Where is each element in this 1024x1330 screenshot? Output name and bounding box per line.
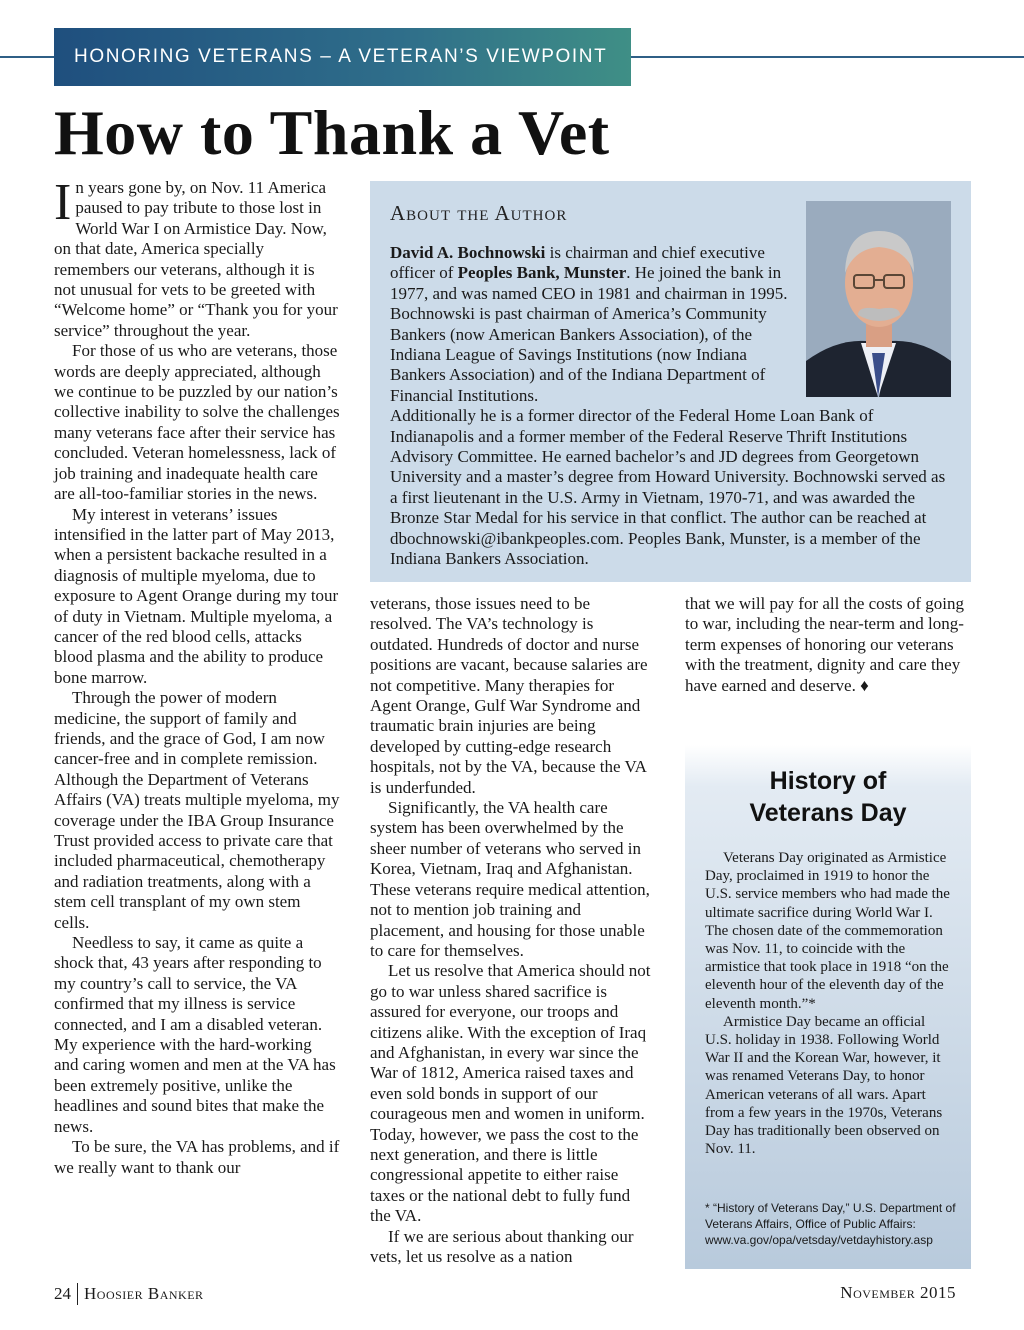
history-sidebar-title <box>685 765 971 829</box>
article-paragraph-text: n years gone by, on Nov. 11 America paused to pay tribute to those lost in World War I on Armistice Day. Now, on that date, America specially remembers our veterans, although it is not unusual for vets to be greeted with “Welcome home” or “Thank you for your service” throughout the year. <box>54 178 338 340</box>
article-paragraph <box>685 594 971 696</box>
history-footnote: * “History of Veterans Day,” U.S. Department of Veterans Affairs, Office of Public Affairs: www.va.gov/opa/vetsday/vetdayhistory.asp <box>705 1201 956 1247</box>
article-paragraph: Significantly, the VA health care system has been overwhelmed by the sheer number of veterans who served in Korea, Vietnam, Iraq and Afghanistan. These veterans require medical attention, not to mention job training and placement, and housing for those unable to care for themselves. <box>370 798 650 960</box>
section-banner-text: HONORING VETERANS – A VETERAN’S VIEWPOINT <box>74 46 608 67</box>
article-paragraph: Needless to say, it came as quite a shock that, 43 years after responding to my country’s call to service, the VA confirmed that my illness is service connected, and I am a disabled veteran. My experience with the hard-working and caring women and men at the VA has been extremely positive, unlike the headlines and sound bites that make the news. <box>54 933 336 1136</box>
section-banner <box>54 28 631 86</box>
publication-name: Hoosier Banker <box>84 1284 204 1303</box>
history-paragraph: Armistice Day became an official U.S. holiday in 1938. Following World War II and the Korean War, however, it was renamed Veterans Day, to honor American veterans of all wars. Apart from a few years in the 1970s, Veterans Day has traditionally been observed on Nov. 11. <box>705 1013 943 1158</box>
article-headline: How to Thank a Vet <box>54 97 610 168</box>
about-author-text <box>390 243 955 570</box>
page-number: 24 <box>54 1284 71 1303</box>
author-bio: . He joined the bank in 1977, and was named CEO in 1981 and chairman in 1995. Bochnowski is past chairman of America’s Community Bankers (now American Bankers Association), of the Indiana League of Savings Institutions (now Indiana Bankers Association) and of the Indiana Department of Financial Institutions. <box>390 263 788 405</box>
article-paragraph <box>54 174 340 341</box>
page-footer-left <box>54 1283 204 1305</box>
about-author-wrapped-text <box>390 243 790 406</box>
end-mark-icon: ♦ <box>860 675 869 695</box>
footer-divider <box>77 1283 78 1305</box>
drop-cap: I <box>54 174 72 231</box>
article-paragraph: To be sure, the VA has problems, and if we really want to thank our <box>54 1137 340 1177</box>
article-paragraph: My interest in veterans’ issues intensified in the latter part of May 2013, when a persistent backache resulted in a diagnosis of multiple myeloma, due to exposure to Agent Orange during my tour of duty in Vietnam. Multiple myeloma, a cancer of the red blood cells, attacks blood plasma and the ability to produce bone marrow. <box>54 504 339 687</box>
author-intro: is chairman and chief executive officer of <box>390 243 765 283</box>
history-title-line-1: History of <box>769 767 887 795</box>
author-name: David A. Bochnowski <box>390 243 546 262</box>
issue-date: November 2015 <box>840 1283 956 1302</box>
about-author-paragraph <box>390 243 790 406</box>
history-paragraph: Veterans Day originated as Armistice Day, proclaimed in 1919 to honor the U.S. service members who had made the ultimate sacrifice during World War I. The chosen date of the commemoration was Nov. 11, to coincide with the armistice that took place in 1918 “on the eleventh hour of the eleventh day of the eleventh month.”* <box>705 850 950 1012</box>
author-bio-continued: Additionally he is a former director of the Federal Home Loan Bank of Indianapolis and a former member of the Federal Reserve Thrift Institutions Advisory Committee. He earned bachelor’s and JD degrees from Georgetown University and a master’s degree from Howard University. Bochnowski served as a first lieutenant in the U.S. Army in Vietnam, 1970-71, and was awarded the Bronze Star Medal for his service in that conflict. The author can be reached at dbochnowski@ibankpeoples.com. Peoples Bank, Munster, is a member of the Indiana Bankers Association. <box>390 406 946 569</box>
author-bank: Peoples Bank, Munster <box>457 263 627 283</box>
article-paragraph: Through the power of modern medicine, the support of family and friends, and the grace of God, I am now cancer-free and in complete remission. Although the Department of Veterans Affairs (VA) treats multiple myeloma, my coverage under the IBA Group Insurance Trust provided access to private care that included pharmaceutical, chemotherapy and radiation treatments, along with a stem cell transplant of my own stem cells. <box>54 688 340 932</box>
article-column-3 <box>685 594 971 696</box>
about-author-heading: About the Author <box>390 201 568 225</box>
article-paragraph-text: that we will pay for all the costs of going to war, including the near-term and long-term expenses of honoring our veterans with the treatment, dignity and care they have earned and deserve. <box>685 594 965 695</box>
article-paragraph: For those of us who are veterans, those words are deeply appreciated, although we continue to be puzzled by our nation’s collective inability to solve the challenges many veterans face after their service has concluded. Veteran homelessness, lack of job training and inadequate health care are all-too-familiar stories in the news. <box>54 341 340 504</box>
article-paragraph: If we are serious about thanking our vets, let us resolve as a nation <box>370 1226 634 1266</box>
article-column-1 <box>54 174 340 1178</box>
article-column-2 <box>370 594 654 1267</box>
history-sidebar-body <box>705 849 955 1158</box>
about-author-box <box>370 181 971 582</box>
article-paragraph: veterans, those issues need to be resolved. The VA’s technology is outdated. Hundreds of doctor and nurse positions are vacant, because salaries are not competitive. Many therapies for Agent Orange, Gulf War Syndrome and traumatic brain injuries are being developed by cutting-edge research hospitals, not by the VA, because the VA is underfunded. <box>370 594 648 797</box>
history-sidebar <box>685 745 971 1269</box>
history-title-line-2: Veterans Day <box>749 799 907 827</box>
article-paragraph: Let us resolve that America should not go to war unless shared sacrifice is assured for everyone, our troops and citizens alike. With the exception of Iraq and Afghanistan, in every war since the War of 1812, America raised taxes and even sold bonds in support of our courageous men and women in uniform. Today, however, we pass the cost to the next generation, and there is little congressional appetite to either raise taxes or the national debt to fully fund the VA. <box>370 961 651 1226</box>
